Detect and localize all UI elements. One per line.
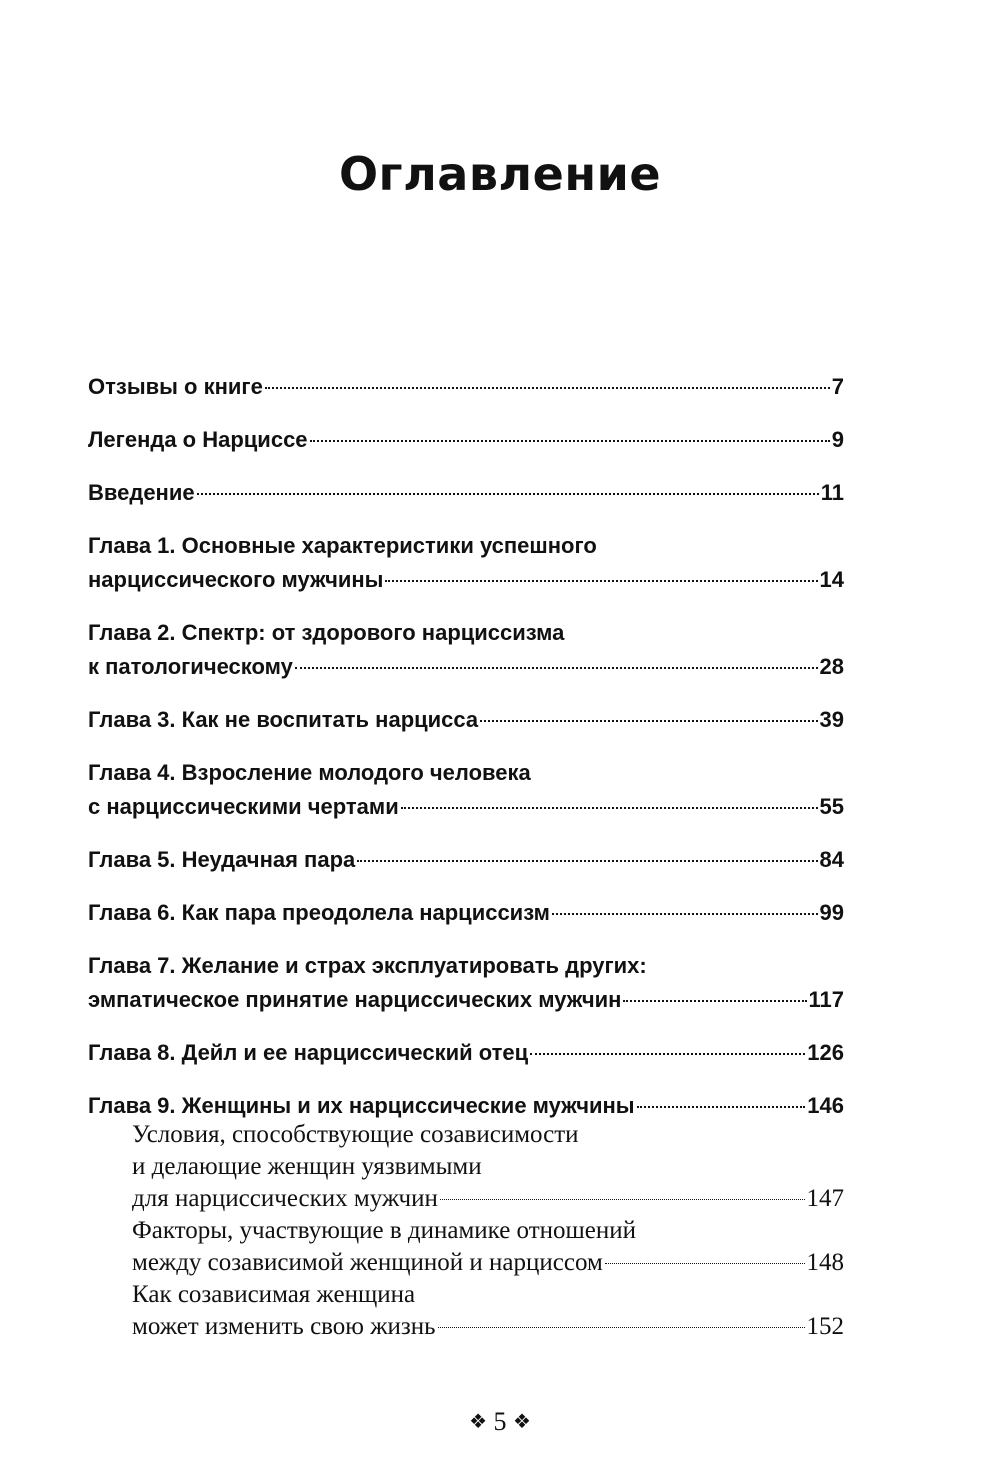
toc-entry-chapter-6 <box>88 896 844 930</box>
dot-leader <box>605 1263 805 1264</box>
toc-entry-title: Глава 8. Дейл и ее нарциссический отец <box>88 1040 529 1065</box>
toc-entry-chapter-9 <box>88 1089 844 1343</box>
toc-subsection-title-line: для нарциссических мужчин <box>132 1185 438 1212</box>
toc-entry-title-line: Глава 2. Спектр: от здорового нарциссизма <box>88 620 565 645</box>
toc-entry-introduction <box>88 476 844 510</box>
toc-entry-legend <box>88 423 844 457</box>
toc-entry-title: Глава 6. Как пара преодолела нарциссизм <box>88 900 550 925</box>
ornament-left-icon: ❖ <box>469 1409 487 1433</box>
dot-leader <box>623 1000 806 1002</box>
dot-leader <box>197 493 819 495</box>
toc-page-number: 84 <box>819 847 844 872</box>
page-number: 5 <box>493 1407 507 1436</box>
toc-page-number: 9 <box>831 427 844 452</box>
toc-page-number: 152 <box>806 1313 844 1340</box>
toc-entry-title-line: нарциссического мужчины <box>88 567 384 592</box>
page-footer <box>0 1404 1000 1441</box>
toc-entry-title: Глава 3. Как не воспитать нарцисса <box>88 707 479 732</box>
toc-entry-chapter-4 <box>88 756 844 824</box>
dot-leader <box>357 860 817 862</box>
toc-entry-title-line: Глава 7. Желание и страх эксплуатировать других: <box>88 953 647 978</box>
dot-leader <box>552 913 818 915</box>
toc-entry-title: Глава 9. Женщины и их нарциссические мужчины <box>88 1093 635 1118</box>
toc-entry-title-line: с нарциссическими чертами <box>88 794 399 819</box>
toc-subsection-factors <box>132 1215 844 1279</box>
toc-subsection-title-line: Факторы, участвующие в динамике отношений <box>132 1217 637 1244</box>
page-title: Оглавление <box>338 147 662 201</box>
toc-page-number: 126 <box>807 1040 844 1065</box>
dot-leader <box>637 1106 806 1108</box>
table-of-contents <box>88 370 844 1362</box>
toc-entry-reviews <box>88 370 844 404</box>
dot-leader <box>385 580 817 582</box>
toc-entry-title-line: эмпатическое принятие нарциссических мужчин <box>88 987 622 1012</box>
toc-entry-title: Отзывы о книге <box>88 374 263 399</box>
toc-page-number: 39 <box>819 707 844 732</box>
toc-page-number: 99 <box>819 900 844 925</box>
toc-subsection-title-line: Условия, способствующие созависимости <box>132 1121 579 1148</box>
toc-page-number: 14 <box>819 567 844 592</box>
toc-subsection-title-line: и делающие женщин уязвимыми <box>132 1153 482 1180</box>
dot-leader <box>440 1199 805 1200</box>
toc-entry-chapter-3 <box>88 703 844 737</box>
toc-subsection-title-line: между созависимой женщиной и нарциссом <box>132 1249 603 1276</box>
toc-entry-chapter-8 <box>88 1036 844 1070</box>
toc-page-number: 7 <box>831 374 844 399</box>
toc-page-number: 11 <box>820 480 844 505</box>
toc-entry-chapter-1 <box>88 529 844 597</box>
toc-subsection-title-line: может изменить свою жизнь <box>132 1313 436 1340</box>
dot-leader <box>480 720 817 722</box>
toc-subsections <box>88 1119 844 1343</box>
dot-leader <box>295 667 818 669</box>
toc-entry-title: Введение <box>88 480 195 505</box>
dot-leader <box>530 1053 805 1055</box>
toc-entry-title-line: Глава 1. Основные характеристики успешного <box>88 533 597 558</box>
toc-page-number: 148 <box>806 1249 844 1276</box>
toc-page-number: 55 <box>819 794 844 819</box>
toc-page-number: 146 <box>807 1093 844 1118</box>
toc-entry-title: Глава 5. Неудачная пара <box>88 847 356 872</box>
toc-page-number: 117 <box>808 987 844 1012</box>
toc-entry-chapter-2 <box>88 616 844 684</box>
dot-leader <box>310 440 830 442</box>
dot-leader <box>265 387 830 389</box>
toc-entry-title: Легенда о Нарциссе <box>88 427 308 452</box>
dot-leader <box>438 1327 805 1328</box>
toc-subsection-title-line: Как созависимая женщина <box>132 1281 416 1308</box>
toc-subsection-conditions <box>132 1119 844 1215</box>
toc-page-number: 28 <box>819 654 844 679</box>
toc-entry-chapter-5 <box>88 843 844 877</box>
toc-entry-title-line: Глава 4. Взросление молодого человека <box>88 760 531 785</box>
ornament-right-icon: ❖ <box>513 1409 531 1433</box>
dot-leader <box>401 807 818 809</box>
toc-entry-chapter-7 <box>88 949 844 1017</box>
toc-subsection-change <box>132 1279 844 1343</box>
toc-page-number: 147 <box>806 1185 844 1212</box>
toc-entry-title-line: к патологическому <box>88 654 293 679</box>
